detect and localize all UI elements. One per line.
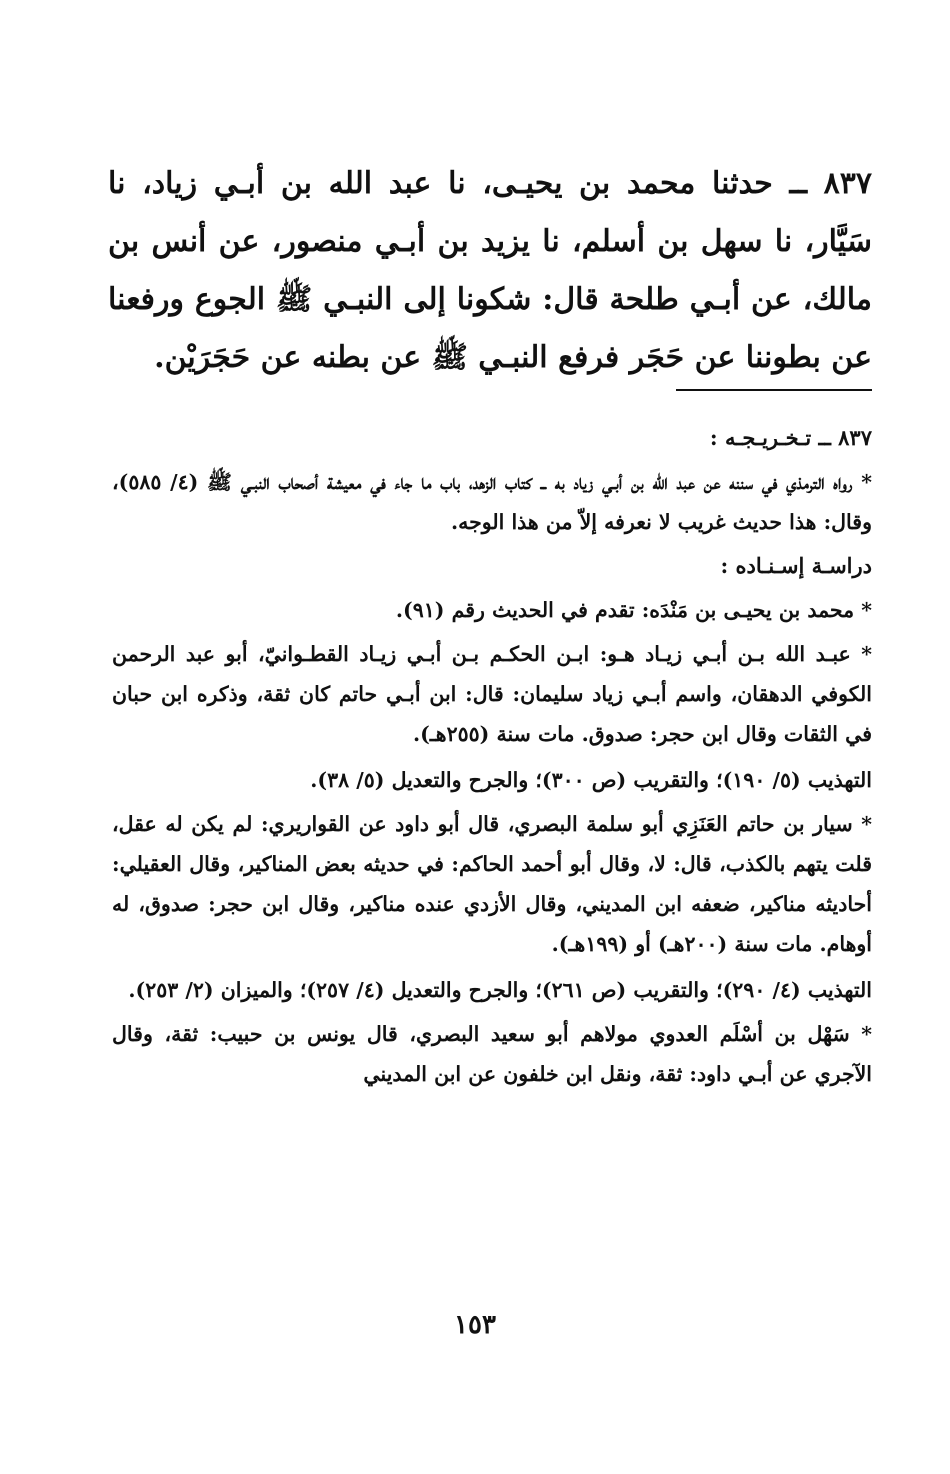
takhrij-paragraph: * رواه الترمذي في سننه عن عبد الله بن أبـي زياد به ــ كتاب الزهد، باب ما جاء في معيشة أصحاب النبـي ﷺ (٤/ ٥٨٥)، وقال: هذا حديث غريب لا نعرفه إلاّ من هذا الوجه.	[112, 470, 872, 534]
footnote-divider	[676, 389, 872, 391]
narrator-references: التهذيب (٤/ ٢٩٠)؛ والتقريب (ص ٢٦١)؛ والجرح والتعديل (٤/ ٢٥٧)؛ والميزان (٢/ ٢٥٣).	[128, 978, 872, 1002]
narrator-entry: * سيار بن حاتم العَنَزِي أبو سلمة البصري، قال أبو داود عن القواريري: لم يكن له عقل، قلت يتهم بالكذب، قال: لا، وقال أبو أحمد الحاكم: في حديثه بعض المناكير، وقال العقيلي: أحاديثه مناكير، ضعفه ابن المديني، وقال الأزدي عنده مناكير، وقال ابن حجر: صدوق، له أوهام. مات سنة (٢٠٠هـ) أو (١٩٩هـ).	[112, 812, 872, 956]
hadith-text: ٨٣٧ ــ حدثنا محمد بن يحيـى، نا عبد الله بن أبـي زياد، نا سَيَّار، نا سهل بن أسلم، نا يزيد بن أبـي منصور، عن أنس بن مالك، عن أبـي طلحة قال: شكونا إلى النبـي ﷺ الجوع ورفعنا عن بطوننا عن حَجَر فرفع النبـي ﷺ عن بطنه عن حَجَرَيْن.	[108, 166, 872, 375]
takhrij-heading: ٨٣٧ ــ تـخـريـجـه :	[709, 425, 872, 450]
footnotes-section	[112, 418, 872, 1098]
narrator-entry: * محمد بن يحيـى بن مَنْدَه: تقدم في الحديث رقم (٩١).	[395, 598, 872, 622]
isnad-heading: دراسـة إسـنـاده :	[720, 553, 872, 578]
narrator-entry: * عبـد الله بـن أبـي زيـاد هـو: ابـن الحكـم بـن أبـي زيـاد القطـوانيّ، أبو عبد الرحمن الكوفي الدهقان، واسم أبـي زياد سليمان: قال: ابن أبـي حاتم كان ثقة، وذكره ابن حبان في الثقات وقال ابن حجر: صدوق. مات سنة (٢٥٥هـ).	[112, 642, 872, 746]
narrator-entry: * سَهْل بن أسْلَم العدوي مولاهم أبو سعيد البصري، قال يونس بن حبيب: ثقة، وقال الآجري عن أبـي داود: ثقة، ونقل ابن خلفون عن ابن المديني	[112, 1022, 872, 1086]
page-number: ١٥٣	[454, 1310, 496, 1340]
narrator-references: التهذيب (٥/ ١٩٠)؛ والتقريب (ص ٣٠٠)؛ والجرح والتعديل (٥/ ٣٨).	[310, 768, 872, 792]
